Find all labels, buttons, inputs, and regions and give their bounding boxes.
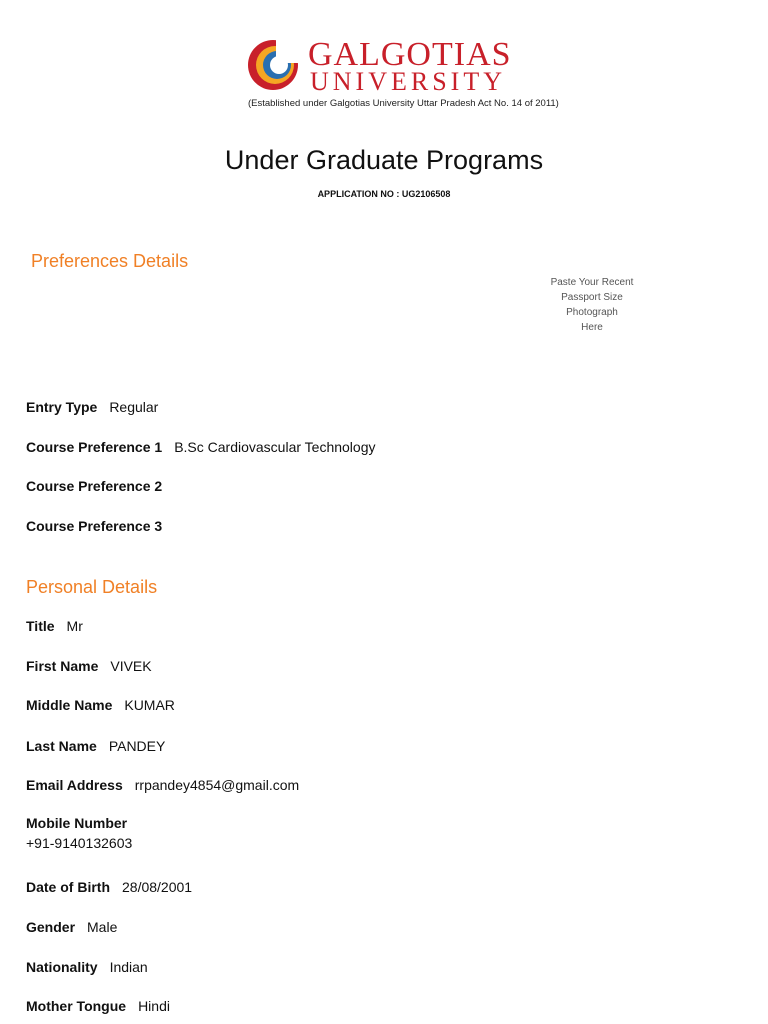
- field-value: Hindi: [138, 998, 170, 1014]
- photo-placeholder: [540, 275, 644, 335]
- field-mobile-number: [26, 815, 132, 851]
- field-value: +91-9140132603: [26, 835, 133, 851]
- field-value: PANDEY: [108, 738, 166, 754]
- field-value: KUMAR: [124, 697, 175, 713]
- field-value: Male: [87, 919, 118, 935]
- preferences-section-title: Preferences Details: [31, 251, 189, 271]
- field-value: Mr: [66, 618, 83, 634]
- field-label: First Name: [26, 658, 99, 674]
- field-label: Course Preference 3: [26, 518, 163, 534]
- field-label: Last Name: [26, 738, 97, 754]
- photo-note-line: Here: [581, 322, 603, 333]
- field-label: Course Preference 2: [26, 478, 163, 494]
- field-value: Regular: [109, 399, 159, 415]
- logo-name: GALGOTIAS: [308, 36, 512, 73]
- field-label: Mother Tongue: [26, 998, 127, 1014]
- field-title: [26, 618, 83, 634]
- logo-established-note: (Established under Galgotias University Uttar Pradesh Act No. 14 of 2011): [248, 98, 559, 109]
- page-title: Under Graduate Programs: [224, 145, 544, 175]
- field-label: Title: [26, 618, 55, 634]
- field-label: Nationality: [26, 959, 98, 975]
- photo-note-line: Passport Size: [561, 292, 623, 303]
- field-first-name: [26, 658, 152, 674]
- field-value: VIVEK: [110, 658, 152, 674]
- field-entry-type: [26, 399, 158, 415]
- field-course-preference-1: [26, 439, 375, 455]
- field-label: Mobile Number: [26, 815, 128, 831]
- field-email-address: [26, 777, 299, 793]
- personal-section-title: Personal Details: [26, 577, 158, 597]
- field-mother-tongue: [26, 998, 170, 1014]
- field-label: Gender: [26, 919, 76, 935]
- field-value: 28/08/2001: [122, 879, 193, 895]
- photo-note-line: Photograph: [566, 307, 618, 318]
- application-number: APPLICATION NO : UG2106508: [317, 189, 451, 199]
- field-label: Course Preference 1: [26, 439, 163, 455]
- field-value: Indian: [109, 959, 148, 975]
- field-label: Email Address: [26, 777, 123, 793]
- field-value: B.Sc Cardiovascular Technology: [174, 439, 376, 455]
- field-nationality: [26, 959, 148, 975]
- field-label: Middle Name: [26, 697, 113, 713]
- field-middle-name: [26, 697, 175, 713]
- field-gender: [26, 919, 117, 935]
- university-logo: [246, 36, 559, 116]
- field-label: Entry Type: [26, 399, 98, 415]
- field-last-name: [26, 738, 165, 754]
- field-course-preference-3: [26, 518, 174, 534]
- galgotias-emblem-icon: [246, 38, 300, 92]
- field-label: Date of Birth: [26, 879, 110, 895]
- field-course-preference-2: [26, 478, 174, 494]
- field-value: rrpandey4854@gmail.com: [134, 777, 300, 793]
- photo-note-line: Paste Your Recent: [550, 277, 634, 288]
- field-date-of-birth: [26, 879, 192, 895]
- logo-subtitle: UNIVERSITY: [310, 67, 506, 96]
